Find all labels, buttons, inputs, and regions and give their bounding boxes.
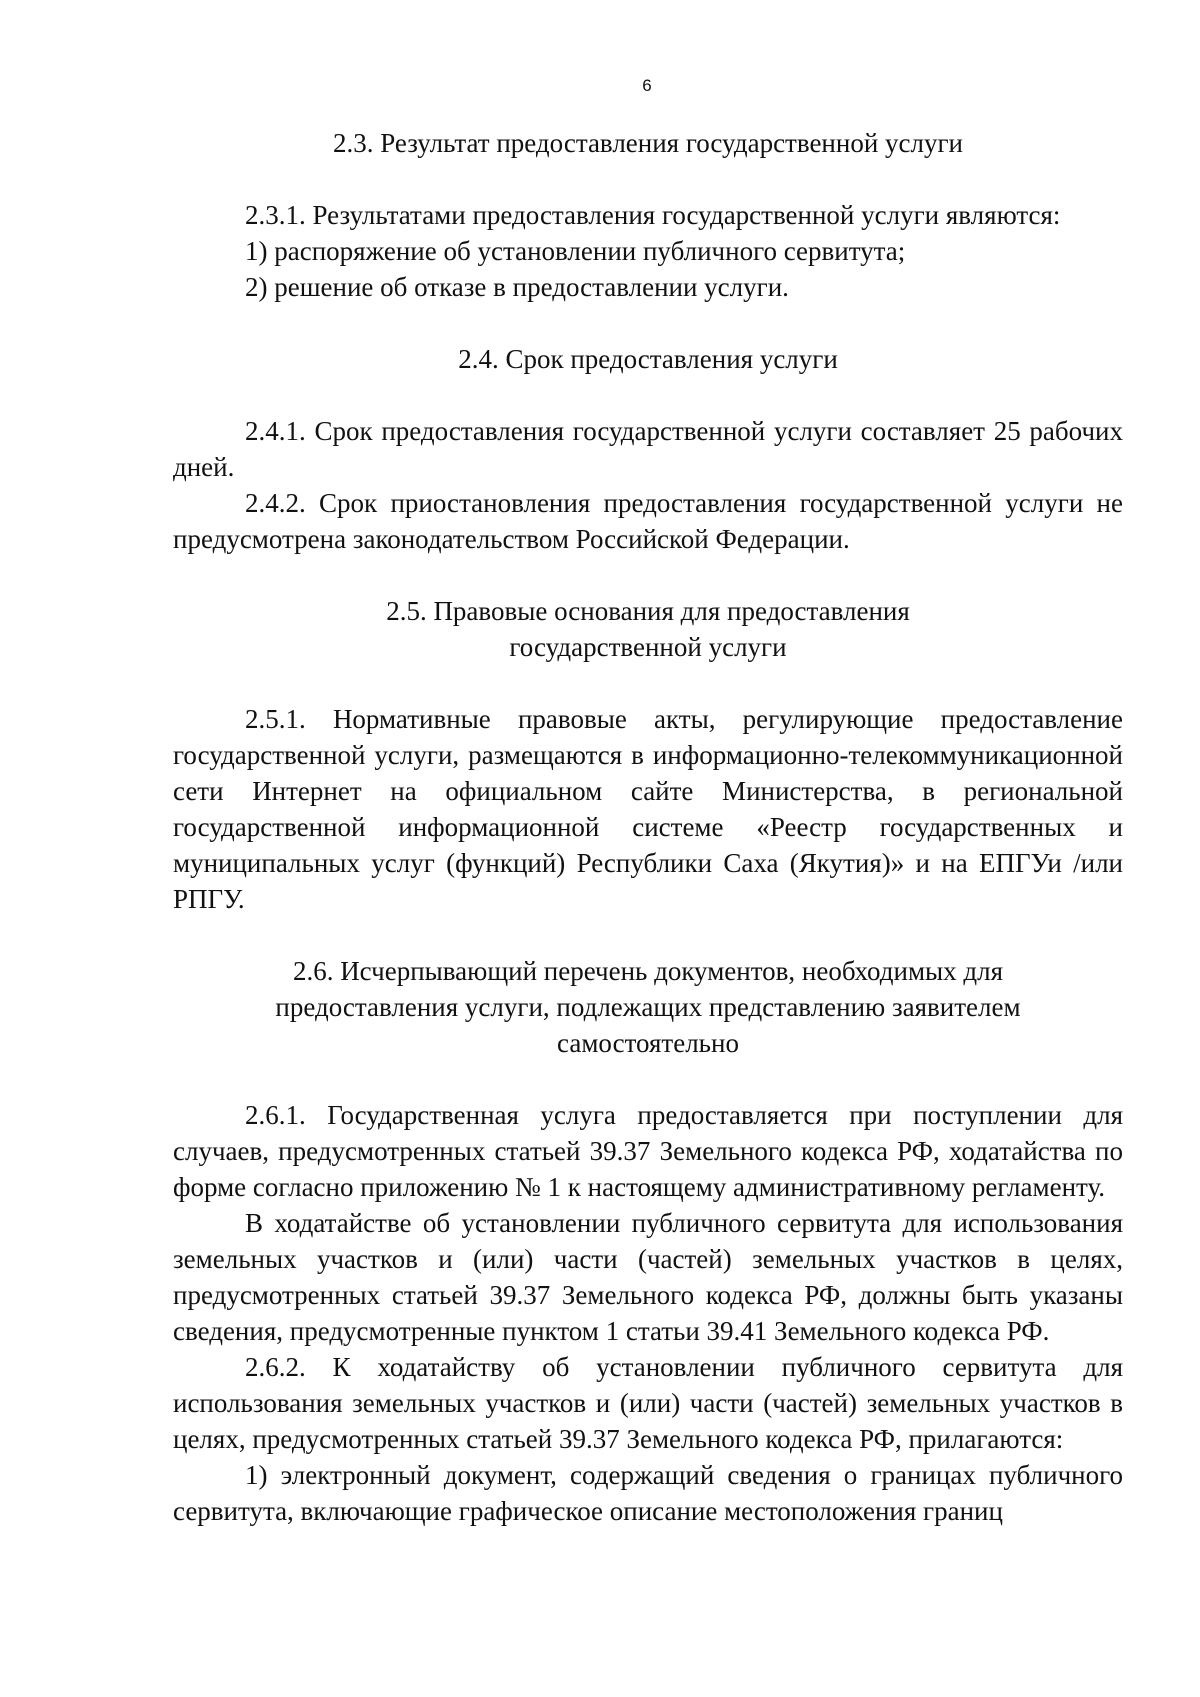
paragraph-2-4-2: 2.4.2. Срок приостановления предоставления государственной услуги не предусмотрена законодательством Российской Федерации. <box>173 488 1123 554</box>
section-heading-2-4: 2.4. Срок предоставления услуги <box>458 344 838 374</box>
document-body <box>173 125 1123 1529</box>
section-heading-2-5-line-1: 2.5. Правовые основания для предоставления <box>386 596 910 626</box>
paragraph-2-3-1: 2.3.1. Результатами предоставления государственной услуги являются: <box>245 200 1061 230</box>
list-item-attachment-1: 1) электронный документ, содержащий сведения о границах публичного сервитута, включающие графическое описание местоположения границ <box>173 1460 1123 1526</box>
paragraph-2-5-1: 2.5.1. Нормативные правовые акты, регулирующие предоставление государственной услуги, размещаются в информационно-телекоммуникационной сети Интернет на официальном сайте Министерства, в региональной государственной информационной системе «Реестр государственных и муниципальных услуг (функций) Республики Саха (Якутия)» и на ЕПГУи /или РПГУ. <box>173 704 1123 914</box>
paragraph-2-6-1: 2.6.1. Государственная услуга предоставляется при поступлении для случаев, предусмотренных статьей 39.37 Земельного кодекса РФ, ходатайства по форме согласно приложению № 1 к настоящему административному регламенту. <box>173 1100 1123 1202</box>
section-heading-2-6-line-3: самостоятельно <box>557 1028 739 1058</box>
section-heading-2-3: 2.3. Результат предоставления государственной услуги <box>332 128 964 158</box>
paragraph-2-4-1: 2.4.1. Срок предоставления государственной услуги составляет 25 рабочих дней. <box>173 416 1123 482</box>
paragraph-2-6-1-petition: В ходатайстве об установлении публичного сервитута для использования земельных участков и (или) части (частей) земельных участков в целях, предусмотренных статьей 39.37 Земельного кодекса РФ, должны быть указаны сведения, предусмотренные пунктом 1 статьи 39.41 Земельного кодекса РФ. <box>173 1208 1123 1346</box>
section-heading-2-5-line-2: государственной услуги <box>509 632 787 662</box>
section-heading-2-6-line-1: 2.6. Исчерпывающий перечень документов, необходимых для <box>292 956 1004 986</box>
section-heading-2-6-line-2: предоставления услуги, подлежащих представлению заявителем <box>275 992 1021 1022</box>
section-heading-2-5 <box>173 593 1123 665</box>
section-heading-2-6 <box>173 953 1123 1061</box>
list-item-result-2: 2) решение об отказе в предоставлении услуги. <box>245 272 789 302</box>
page-number: 6 <box>642 76 652 95</box>
paragraph-2-6-2: 2.6.2. К ходатайству об установлении публичного сервитута для использования земельных участков и (или) части (частей) земельных участков в целях, предусмотренных статьей 39.37 Земельного кодекса РФ, прилагаются: <box>173 1352 1123 1454</box>
list-item-result-1: 1) распоряжение об установлении публичного сервитута; <box>245 236 906 266</box>
